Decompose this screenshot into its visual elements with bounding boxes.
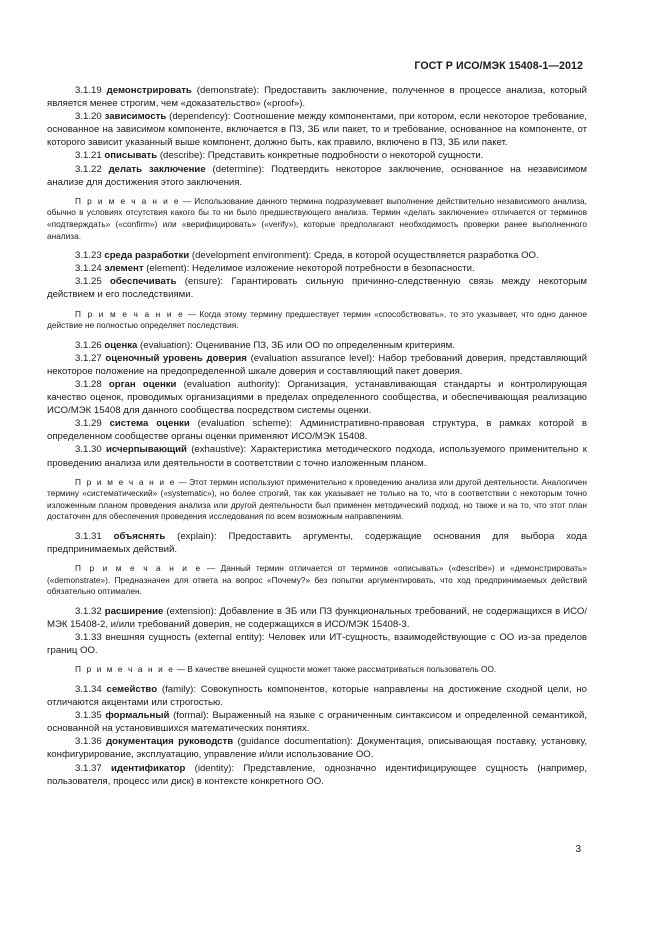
definition-text: (family): Совокупность компонентов, которые направлены на достижение сходной цели, но отличаются акцентами или строгостью. xyxy=(47,683,587,709)
definition-text: (element): Неделимое изложение некоторой потребности в безопасности. xyxy=(143,263,475,275)
definition-paragraph xyxy=(47,378,587,417)
definition-number: 3.1.28 xyxy=(75,378,102,390)
definition-paragraph xyxy=(47,275,587,301)
definition-paragraph xyxy=(47,84,587,110)
definition-text: (formal): Выраженный на языке с ограниченным синтаксисом и определенной семантикой, основанной на установившихся математических понятиях. xyxy=(47,710,587,735)
definition-paragraph xyxy=(47,149,587,162)
definition-text: внешняя сущность (external entity): Человек или ИТ-сущность, взаимодействующие с ОО из-за пределов границ ОО. xyxy=(47,632,587,657)
note-text: — Данный термин отличается от терминов «описывать» («describe») и «демонстрировать» («demonstrate»). Предназначен для ответа на вопрос «Почему?» без попытки аргументировать, что ход предпринимаемых действий обязательно оптимален. xyxy=(47,563,587,597)
definition-text: (evaluation scheme): Административно-правовая структура, в рамках которой в определенном сообществе органы оценки применяют ИСО/МЭК 15408. xyxy=(47,418,587,443)
definition-term: элемент xyxy=(104,263,144,275)
note-label: П р и м е ч а н и е xyxy=(75,195,181,206)
note-text: — Использование данного термина подразумевает выполнение действительно независимого анализа, обычно в условиях отсутствия какого бы то ни было предшествующего анализа. Термин «делать заключение» отличается от терминов «подтверждать» («confirm») или «верифицировать» («verify»), которые предполагают необходимость проверки ранее выполненного анализа. xyxy=(47,195,587,241)
definition-text: (evaluation assurance level): Набор требований доверия, представляющий некоторое положение на предопределенной шкале доверия и составляющий пакет доверия. xyxy=(47,352,588,377)
note-label: П р и м е ч а н и е xyxy=(75,476,176,487)
definition-text: (identity): Представление, однозначно идентифицирующее сущность (например, пользователя, процесс или диск) в контексте конкретного ОО. xyxy=(47,762,588,787)
definition-term: формальный xyxy=(105,710,170,722)
definition-paragraph xyxy=(47,735,587,761)
definition-paragraph xyxy=(47,417,587,443)
definition-number: 3.1.34 xyxy=(75,683,102,695)
definition-paragraph xyxy=(47,683,587,709)
definition-number: 3.1.19 xyxy=(75,85,102,96)
note-paragraph xyxy=(47,563,587,598)
definition-text: (development environment): Среда, в которой осуществляется разработка ОО. xyxy=(189,250,539,262)
definition-number: 3.1.20 xyxy=(75,111,102,123)
definition-text: (evaluation authority): Организация, устанавливающая стандарты и контролирующая качество оценок, проводимых организациями в пределах определенного сообщества, и обеспечивающая реализацию ИСО/МЭК 15408 для данного сообщества посредством системы оценки. xyxy=(47,378,587,417)
page-header: ГОСТ Р ИСО/МЭК 15408-1—2012 xyxy=(414,60,583,72)
note-paragraph xyxy=(47,309,587,332)
definition-text: (determine): Подтвердить некоторое заключение, основанное на независимом анализе для достижения этого заключения. xyxy=(47,163,587,188)
definition-number: 3.1.29 xyxy=(75,418,102,430)
definition-text: (evaluation): Оценивание ПЗ, ЗБ или ОО по определенным критериям. xyxy=(137,339,455,351)
definition-paragraph xyxy=(47,631,587,657)
definition-term: объяснять xyxy=(113,531,166,542)
definition-term: идентификатор xyxy=(110,762,186,774)
definition-term: демонстрировать xyxy=(106,85,192,96)
note-label: П р и м е ч а н и е xyxy=(75,563,202,574)
note-paragraph xyxy=(47,477,587,523)
definition-text: (exhaustive): Характеристика методического подхода, используемого применительно к проведению анализа или деятельности в соответствии с точно изложенным планом. xyxy=(47,444,587,469)
note-label: П р и м е ч а н и е xyxy=(75,308,185,319)
definition-term: зависимость xyxy=(104,111,167,123)
definition-number: 3.1.23 xyxy=(75,250,102,262)
definition-paragraph xyxy=(47,443,587,469)
definition-term: описывать xyxy=(104,150,158,162)
definition-number: 3.1.25 xyxy=(75,276,102,288)
definition-paragraph xyxy=(47,530,587,556)
definition-number: 3.1.31 xyxy=(75,531,102,542)
definition-paragraph xyxy=(47,709,587,735)
definition-text: (dependency): Соотношение между компонентами, при котором, если некоторое требование, основанное на зависимом компоненте, включается в ПЗ, ЗБ или пакет, то и требование, основанное на компоненте, от которого зависит указанный выше компонент, должно быть, как правило, включено в ПЗ, ЗБ или пакет. xyxy=(47,111,587,149)
definition-text: (ensure): Гарантировать сильную причинно-следственную связь между некоторым действием и его последствиями. xyxy=(47,276,587,301)
definition-term: расширение xyxy=(104,605,164,617)
definition-number: 3.1.33 xyxy=(75,632,102,644)
definition-paragraph xyxy=(47,339,587,352)
definition-number: 3.1.32 xyxy=(75,605,102,617)
definition-number: 3.1.24 xyxy=(75,263,102,275)
definition-term: семейство xyxy=(106,683,158,695)
definition-paragraph xyxy=(47,352,587,378)
note-paragraph xyxy=(47,664,587,676)
definition-term: оценка xyxy=(104,339,138,351)
note-label: П р и м е ч а н и е xyxy=(75,664,175,675)
note-text: — Когда этому термину предшествует термин «способствовать», то это указывает, что одно данное действие не полностью определяет последствия. xyxy=(47,308,587,331)
definition-paragraph xyxy=(47,762,587,788)
note-text: — Этот термин используют применительно к проведению анализа или другой деятельности. Аналогичен термину «систематический» («systematic»), но более строгий, так как указывает не только на то, что в соответствии с некоторым точно изложенным планом проведения анализа или другой деятельности был применен методический подход, но также и на то, что этот план достаточен для обеспечения проведения исследования по всем возможным направлениям. xyxy=(47,476,587,522)
definition-term: орган оценки xyxy=(108,378,177,390)
definition-number: 3.1.21 xyxy=(75,150,102,162)
definition-paragraph xyxy=(47,605,587,631)
page-content xyxy=(47,84,587,788)
definition-paragraph xyxy=(47,110,587,149)
definition-paragraph xyxy=(47,163,587,189)
note-text: — В качестве внешней сущности может также рассматриваться пользователь ОО. xyxy=(174,664,497,675)
definition-number: 3.1.22 xyxy=(75,163,102,175)
definition-paragraph xyxy=(47,249,587,262)
definition-term: исчерпывающий xyxy=(105,444,187,456)
definition-number: 3.1.27 xyxy=(75,352,102,364)
definition-term: делать заключение xyxy=(108,163,206,175)
definition-number: 3.1.36 xyxy=(75,736,102,748)
definition-text: (demonstrate): Предоставить заключение, полученное в процессе анализа, который является менее строгим, чем «доказательство» («proof»). xyxy=(47,85,587,110)
definition-number: 3.1.35 xyxy=(75,710,102,722)
definition-text: (extension): Добавление в ЗБ или ПЗ функциональных требований, не содержащихся в ИСО/МЭК 15408-2, и/или требований доверия, не содержащихся в ИСО/МЭК 15408-3. xyxy=(47,605,587,631)
definition-number: 3.1.30 xyxy=(75,444,102,456)
definition-text: (describe): Представить конкретные подробности о некоторой сущности. xyxy=(157,150,484,162)
definition-term: документация руководств xyxy=(106,736,234,748)
note-paragraph xyxy=(47,196,587,242)
definition-term: среда разработки xyxy=(104,250,190,262)
page-number: 3 xyxy=(575,844,581,855)
definition-term: система оценки xyxy=(109,418,190,430)
definition-number: 3.1.26 xyxy=(75,339,102,351)
definition-number: 3.1.37 xyxy=(75,762,102,774)
definition-term: обеспечивать xyxy=(110,276,177,288)
definition-text: (explain): Предоставить аргументы, содержащие основания для выбора хода предпринимаемых действий. xyxy=(47,531,587,556)
definition-text: (guidance documentation): Документация, описывающая поставку, установку, конфигурирование, эксплуатацию, управление и/или использование ОО. xyxy=(47,736,587,761)
definition-term: оценочный уровень доверия xyxy=(105,352,247,364)
definition-paragraph xyxy=(47,262,587,275)
